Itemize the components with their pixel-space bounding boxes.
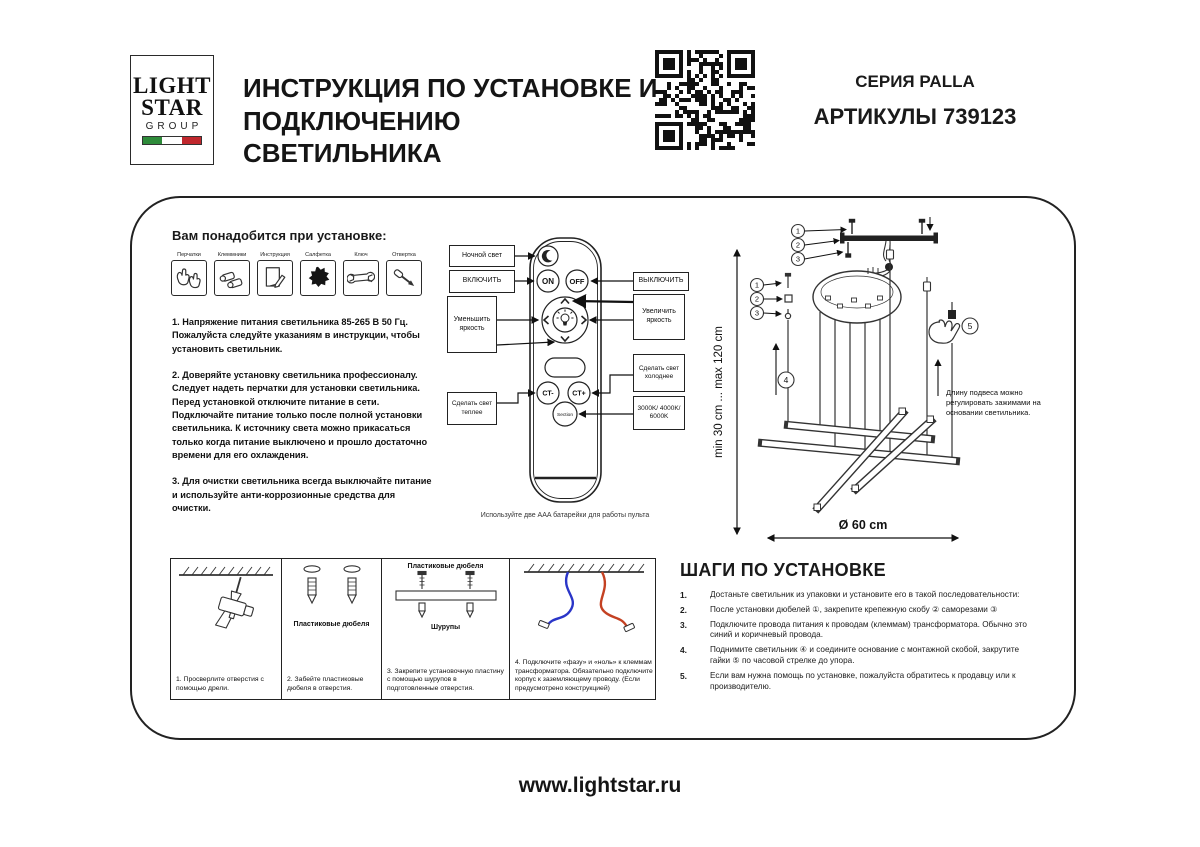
ct-minus-label: CT- <box>542 390 554 398</box>
on-button-label: ON <box>542 277 554 286</box>
article-number: АРТИКУЛЫ 739123 <box>813 104 1017 129</box>
bracket-callouts <box>792 225 847 266</box>
panel-3-label-top: Пластиковые дюбеля <box>407 563 484 570</box>
lightstar-logo: LIGHT STAR GROUP <box>130 55 214 165</box>
note-2: 2. Доверяйте установку светильника профессионалу. Следует надеть перчатки для установки светильника. Перед установкой отключите питание в сети. Подключайте питание только после полной установки светильника. К источнику света можно прикасаться только когда питание выключено и прошло достаточно времени для его охлаждения. <box>172 370 428 461</box>
terminals-icon <box>218 264 246 292</box>
remote-label-off: ВЫКЛЮЧИТЬ <box>633 272 689 291</box>
svg-text:5: 5 <box>967 321 973 331</box>
panel-4-caption: 4. Подключите «фазу» и «ноль» к клеммам трансформатора. Обязательно подключите корпус к заземляющему проводу. (Если предусмотрено конструкцией) <box>515 658 653 693</box>
svg-text:min 30 cm ... max 120 cm: min 30 cm ... max 120 cm <box>713 326 725 458</box>
remote-label-night-light: Ночной свет <box>449 245 515 267</box>
night-light-button <box>538 246 558 266</box>
installation-panels <box>170 558 656 700</box>
note-1: 1. Напряжение питания светильника 85-265 В 50 Гц. Пожалуйста следуйте указаниям в инструкции, чтобы установить светильник. <box>172 317 420 354</box>
series-label: СЕРИЯ PALLA <box>855 72 975 91</box>
adjusting-hand <box>929 310 978 396</box>
tool-terminals: Клеммники <box>215 252 249 296</box>
manual-icon <box>261 264 289 292</box>
screwdriver-icon <box>390 264 418 292</box>
steps-heading: ШАГИ ПО УСТАНОВКЕ <box>680 560 886 580</box>
logo-text: LIGHT <box>133 73 211 99</box>
panel-2-label: Пластиковые дюбеля <box>293 621 370 628</box>
step-item: 4. Поднимите светильник ④ и соедините основание с монтажной скобой, закрутите гайки ⑤ по часовой стрелке до упора. <box>680 645 1020 666</box>
phase-wire-blue <box>548 572 573 625</box>
panel-plate <box>381 559 509 699</box>
panel-2-caption: 2. Забейте пластиковые дюбеля в отверстия. <box>287 676 364 693</box>
panel-3-caption: 3. Закрепите установочную пластину с помощью шурупов в подготовленные отверстия. <box>387 667 504 693</box>
suspension-adjust-note: Длину подвеса можно регулировать зажимами на основании светильника. <box>946 388 1041 418</box>
gloves-icon <box>175 264 203 292</box>
tool-screwdriver: Отвертка <box>387 252 421 296</box>
tool-manual: Инструкция <box>258 252 292 296</box>
ct-plus-label: CT+ <box>572 390 586 398</box>
panel-drill <box>171 559 281 699</box>
drill-illustration <box>171 559 281 651</box>
step-item: 5. Если вам нужна помощь по установке, пожалуйста обратитесь к продавцу или к производителю. <box>680 670 1016 691</box>
pendant-lamp-diagram <box>700 210 1072 560</box>
note-3: 3. Для очистки светильника всегда выключайте питание и используйте анти-коррозионные средства для очистки. <box>172 476 432 514</box>
svg-text:3: 3 <box>795 254 801 264</box>
step-item: 1. Достаньте светильник из упаковки и установите его в такой последовательности: <box>680 590 1020 600</box>
svg-text:3: 3 <box>754 308 760 318</box>
tools-heading: Вам понадобится при установке: <box>172 228 387 243</box>
napkin-icon <box>304 264 332 292</box>
wrench-icon <box>347 264 375 292</box>
panel-3-label-bottom: Шурупы <box>430 624 461 631</box>
remote-label-kelvin: 3000K/ 4000K/ 6000K <box>633 396 685 430</box>
remote-label-cooler: Сделать свет холоднее <box>633 354 685 392</box>
page-title: ИНСТРУКЦИЯ ПО УСТАНОВКЕ И ПОДКЛЮЧЕНИЮ СВЕТИЛЬНИКА <box>243 73 658 168</box>
height-dimension <box>713 250 737 534</box>
remote-label-warmer: Сделать свет теплее <box>447 392 497 425</box>
tools-row <box>172 252 430 296</box>
qr-code <box>655 50 755 150</box>
tool-napkin: Салфетка <box>301 252 335 296</box>
canopy <box>813 267 901 323</box>
italian-flag-icon <box>142 136 202 145</box>
canopy-callouts <box>751 274 793 320</box>
neutral-wire-red <box>601 572 627 627</box>
dowels-illustration <box>282 559 382 621</box>
panel-1-caption: 1. Просверлите отверстия с помощью дрели. <box>176 676 264 693</box>
width-dimension <box>768 518 958 538</box>
mounting-plate-illustration <box>382 570 510 624</box>
safety-notes <box>172 316 434 528</box>
callout-4 <box>776 344 794 395</box>
svg-text:1: 1 <box>754 280 760 290</box>
remote-battery-note: Используйте две AAA батарейки для работы пульта <box>480 512 650 519</box>
installation-steps <box>680 560 1050 697</box>
svg-text:2: 2 <box>795 240 801 250</box>
tool-gloves: Перчатки <box>172 252 206 296</box>
svg-text:2: 2 <box>754 294 760 304</box>
header-right <box>780 72 1050 130</box>
panel-dowels <box>281 559 381 699</box>
svg-text:4: 4 <box>783 375 789 385</box>
panel-wiring <box>509 559 657 699</box>
tool-wrench: Ключ <box>344 252 378 296</box>
remote-label-brighten: Увеличить яркость <box>633 294 685 340</box>
section-label: Section <box>557 413 573 418</box>
website-url: www.lightstar.ru <box>518 774 682 797</box>
wiring-illustration <box>510 559 658 645</box>
remote-label-dim: Уменьшить яркость <box>447 296 497 353</box>
step-item: 2. После установки дюбелей ①, закрепите крепежную скобу ② саморезами ③ <box>680 604 998 615</box>
pill-button <box>545 358 585 377</box>
step-item: 3. Подключите провода питания к проводам (клеммам) трансформатора. Обычно это синий и коричневый провода. <box>680 619 1027 640</box>
remote-label-on: ВКЛЮЧИТЬ <box>449 270 515 293</box>
svg-text:Ø 60 cm: Ø 60 cm <box>838 518 888 532</box>
svg-text:1: 1 <box>795 226 801 236</box>
off-button-label: OFF <box>569 277 585 286</box>
pendant-bars <box>762 408 956 511</box>
